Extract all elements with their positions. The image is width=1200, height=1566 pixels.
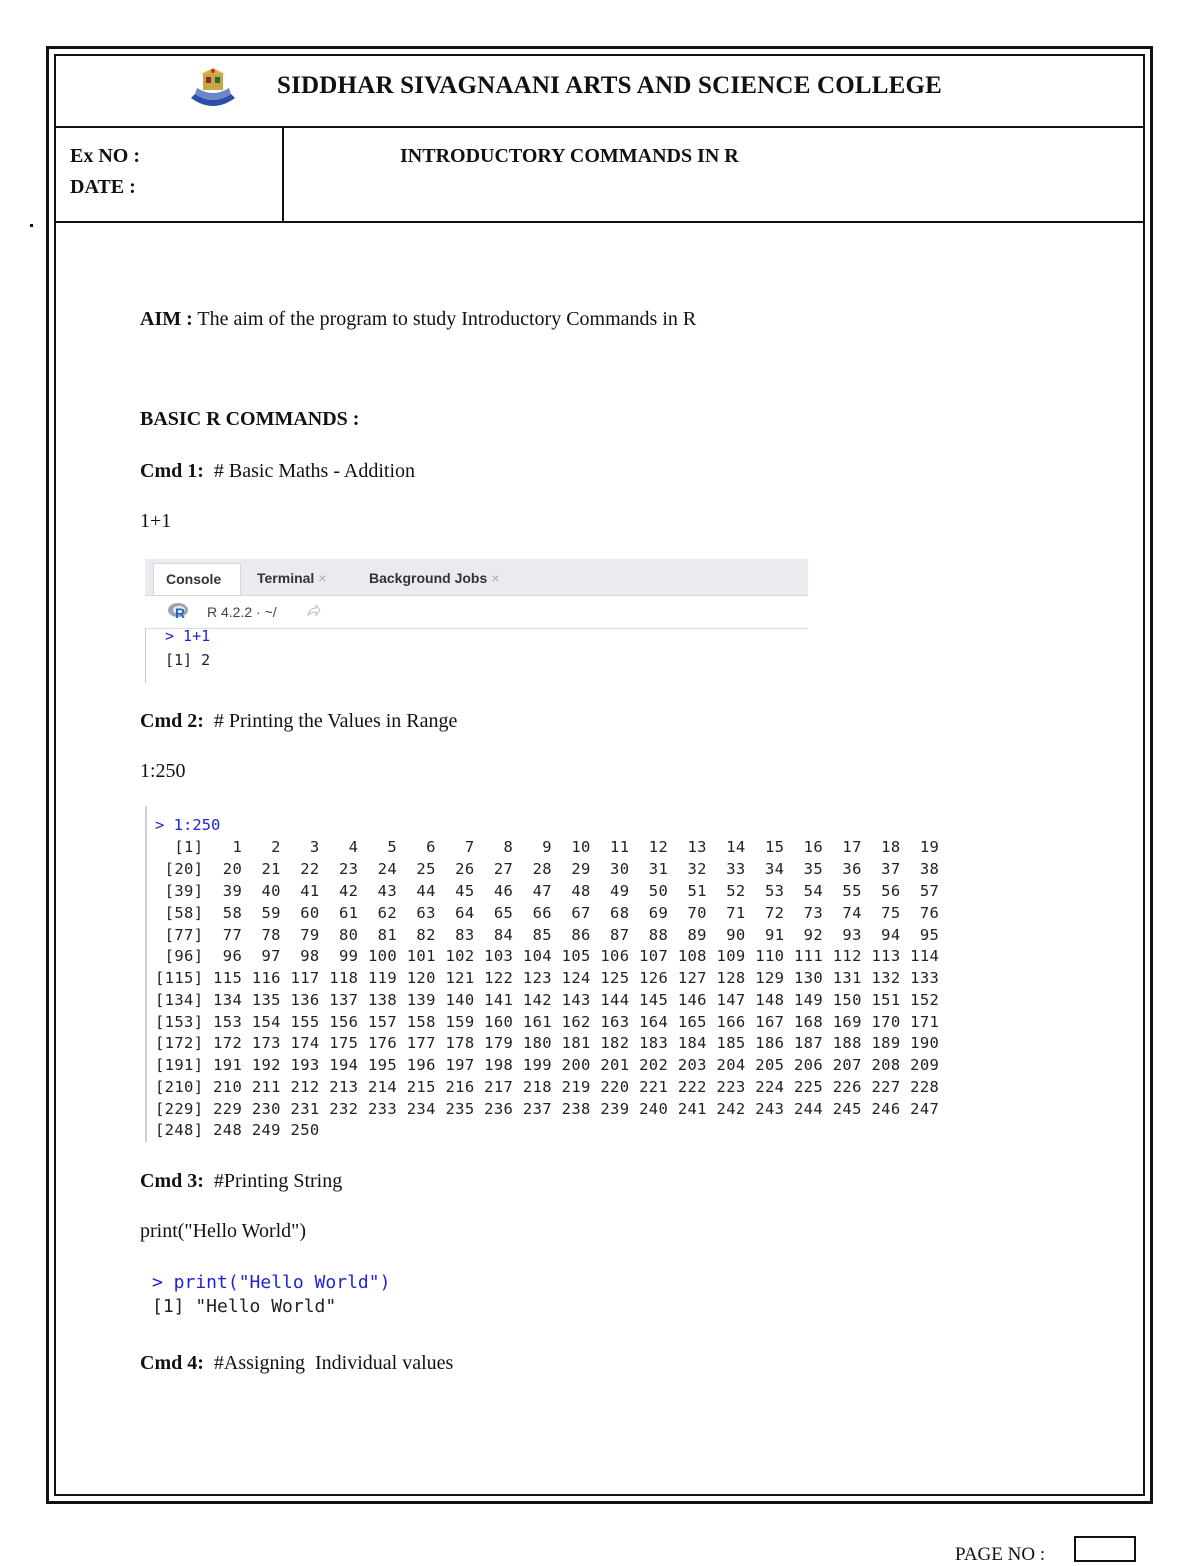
console-tab-bar bbox=[145, 559, 808, 596]
college-logo-icon bbox=[185, 68, 241, 112]
r-logo-icon bbox=[167, 602, 191, 620]
range-output-line: [210] 210 211 212 213 214 215 216 217 218 219 220 221 222 223 224 225 226 227 228 bbox=[155, 1078, 940, 1096]
section-heading bbox=[140, 408, 359, 431]
tab-terminal-label: Terminal bbox=[257, 570, 315, 586]
range-output-line: [172] 172 173 174 175 176 177 178 179 180 181 182 183 184 185 186 187 188 189 190 bbox=[155, 1034, 940, 1052]
page-number-label: PAGE NO : bbox=[955, 1544, 1046, 1565]
section-heading-text: BASIC R COMMANDS : bbox=[140, 408, 360, 430]
range-output-line: [39] 39 40 41 42 43 44 45 46 47 48 49 50 51 52 53 54 55 56 57 bbox=[155, 882, 940, 900]
aim-label: AIM : bbox=[140, 308, 193, 330]
tab-background-jobs[interactable] bbox=[357, 563, 529, 595]
cmd1-code: 1+1 bbox=[140, 510, 172, 532]
rstudio-console-screenshot bbox=[145, 559, 808, 683]
cmd4-heading bbox=[140, 1352, 453, 1375]
console-left-edge bbox=[145, 628, 146, 683]
print-input-line: > print("Hello World") bbox=[152, 1272, 391, 1293]
cmd1-heading bbox=[140, 460, 415, 483]
range-output-line: [115] 115 116 117 118 119 120 121 122 123 124 125 126 127 128 129 130 131 132 133 bbox=[155, 969, 940, 987]
stray-mark bbox=[30, 224, 33, 227]
range-output-line: [134] 134 135 136 137 138 139 140 141 142 143 144 145 146 147 148 149 150 151 152 bbox=[155, 991, 940, 1009]
aim-paragraph bbox=[140, 308, 696, 331]
cmd2-comment: # Printing the Values in Range bbox=[203, 710, 458, 732]
r-version-label: R 4.2.2 · ~/ bbox=[207, 604, 277, 620]
cmd4-label: Cmd 4: bbox=[140, 1352, 204, 1374]
close-icon[interactable]: × bbox=[318, 570, 327, 586]
header-divider bbox=[55, 126, 1145, 128]
range-output-line: [229] 229 230 231 232 233 234 235 236 237 238 239 240 241 242 243 244 245 246 247 bbox=[155, 1100, 940, 1118]
cmd4-comment: #Assigning Individual values bbox=[203, 1352, 454, 1374]
college-name: SIDDHAR SIVAGNAANI ARTS AND SCIENCE COLLEGE bbox=[277, 72, 943, 99]
cmd3-heading bbox=[140, 1170, 342, 1193]
range-input-line: > 1:250 bbox=[155, 816, 221, 834]
range-output-line: [20] 20 21 22 23 24 25 26 27 28 29 30 31 32 33 34 35 36 37 38 bbox=[155, 860, 940, 878]
cmd2-heading bbox=[140, 710, 457, 733]
title-row-divider bbox=[55, 221, 1145, 223]
tab-background-jobs-label: Background Jobs bbox=[369, 570, 488, 586]
console-info-bar bbox=[145, 596, 808, 629]
goto-directory-icon[interactable] bbox=[307, 605, 321, 617]
console-output-line: [1] 2 bbox=[165, 651, 211, 669]
page-number-box bbox=[1074, 1536, 1136, 1562]
print-output-line: [1] "Hello World" bbox=[152, 1296, 337, 1317]
range-output-line: [153] 153 154 155 156 157 158 159 160 161 162 163 164 165 166 167 168 169 170 171 bbox=[155, 1013, 940, 1031]
exercise-title: INTRODUCTORY COMMANDS IN R bbox=[400, 145, 739, 167]
svg-text:R: R bbox=[175, 605, 186, 620]
aim-text: The aim of the program to study Introductory Commands in R bbox=[192, 308, 697, 330]
console-left-edge bbox=[145, 806, 147, 1142]
range-output-screenshot bbox=[145, 806, 1045, 1142]
cmd3-label: Cmd 3: bbox=[140, 1170, 204, 1192]
cmd1-label: Cmd 1: bbox=[140, 460, 204, 482]
tab-console-label: Console bbox=[166, 571, 222, 587]
cmd3-code: print("Hello World") bbox=[140, 1220, 306, 1242]
tab-terminal[interactable] bbox=[245, 563, 351, 595]
range-output-line: [191] 191 192 193 194 195 196 197 198 199 200 201 202 203 204 205 206 207 208 209 bbox=[155, 1056, 940, 1074]
cmd2-code: 1:250 bbox=[140, 760, 186, 782]
console-input-line: > 1+1 bbox=[165, 627, 211, 645]
range-output-line: [248] 248 249 250 bbox=[155, 1121, 320, 1139]
ex-no-label: Ex NO : bbox=[70, 145, 140, 167]
print-output-screenshot bbox=[148, 1270, 468, 1326]
range-output-line: [77] 77 78 79 80 81 82 83 84 85 86 87 88 89 90 91 92 93 94 95 bbox=[155, 926, 940, 944]
cmd2-label: Cmd 2: bbox=[140, 710, 204, 732]
close-icon[interactable]: × bbox=[491, 570, 500, 586]
range-output-line: [58] 58 59 60 61 62 63 64 65 66 67 68 69 70 71 72 73 74 75 76 bbox=[155, 904, 940, 922]
exno-column-divider bbox=[282, 127, 284, 222]
range-output-line: [96] 96 97 98 99 100 101 102 103 104 105 106 107 108 109 110 111 112 113 114 bbox=[155, 947, 940, 965]
cmd3-comment: #Printing String bbox=[203, 1170, 343, 1192]
range-output-line: [1] 1 2 3 4 5 6 7 8 9 10 11 12 13 14 15 16 17 18 19 bbox=[155, 838, 940, 856]
cmd1-comment: # Basic Maths - Addition bbox=[203, 460, 415, 482]
date-label: DATE : bbox=[70, 176, 136, 198]
tab-console[interactable] bbox=[153, 563, 241, 595]
